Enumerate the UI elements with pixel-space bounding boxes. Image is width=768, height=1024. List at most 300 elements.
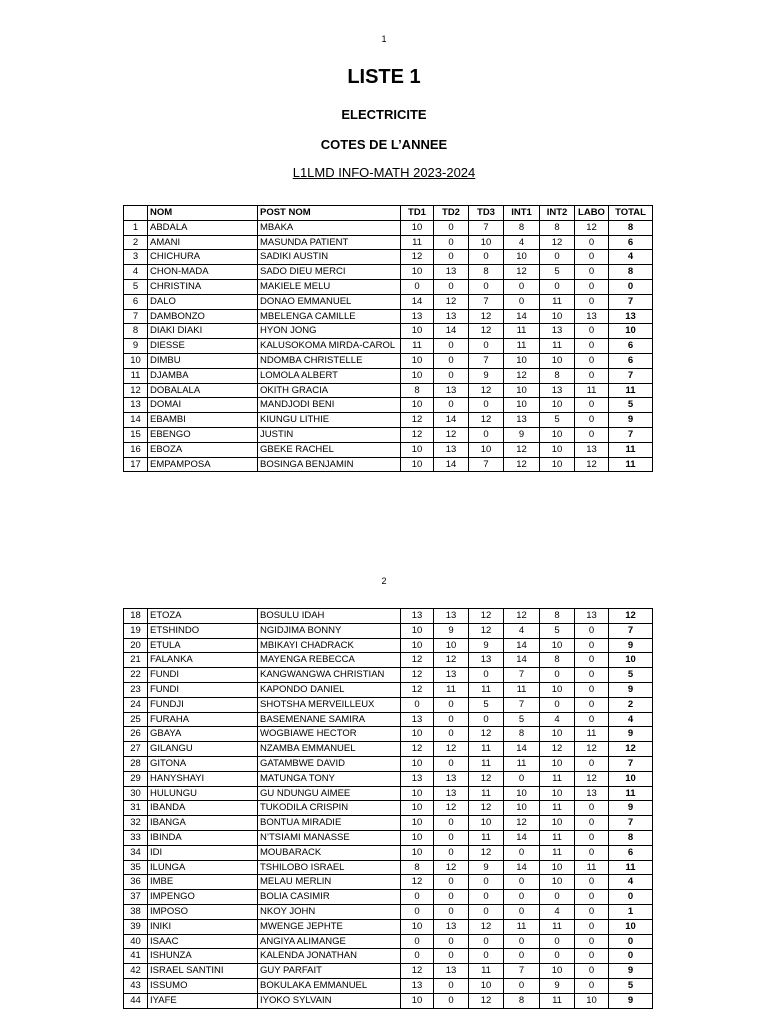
table-row [124,949,653,964]
table-row [124,934,653,949]
cell-int2: 11 [540,339,575,354]
cell-post-nom: ANGIYA ALIMANGE [258,934,401,949]
cell-total: 11 [609,383,653,398]
table-row [124,220,653,235]
cell-td3: 0 [469,398,504,413]
cell-int1: 4 [504,623,540,638]
cell-td1: 8 [401,860,434,875]
cell-td3: 0 [469,339,504,354]
cell-post-nom: SADIKI AUSTIN [258,250,401,265]
cell-td1: 10 [401,801,434,816]
cell-int2: 11 [540,801,575,816]
cell-post-nom: NZAMBA EMMANUEL [258,742,401,757]
header-td1: TD1 [401,206,434,221]
cell-int2: 11 [540,919,575,934]
table-row [124,919,653,934]
cell-labo: 0 [575,712,609,727]
cell-td3: 11 [469,682,504,697]
cell-td2: 0 [434,250,469,265]
cell-int1: 10 [504,398,540,413]
cell-td3: 10 [469,978,504,993]
cell-td2: 0 [434,220,469,235]
cell-int1: 12 [504,609,540,624]
header-nom: NOM [148,206,258,221]
cell-nom: GITONA [148,756,258,771]
cell-td3: 12 [469,609,504,624]
cell-index: 38 [124,904,148,919]
cell-total: 7 [609,623,653,638]
cell-td3: 12 [469,324,504,339]
cell-total: 9 [609,413,653,428]
cell-index: 33 [124,830,148,845]
cell-total: 5 [609,398,653,413]
cell-index: 22 [124,668,148,683]
cell-post-nom: BASEMENANE SAMIRA [258,712,401,727]
cell-total: 6 [609,235,653,250]
table-row [124,623,653,638]
cell-td2: 0 [434,398,469,413]
cell-index: 26 [124,727,148,742]
cell-int2: 0 [540,934,575,949]
cell-labo: 0 [575,427,609,442]
cell-td1: 0 [401,949,434,964]
cell-labo: 0 [575,816,609,831]
table-row [124,904,653,919]
cell-td2: 0 [434,904,469,919]
cell-td1: 10 [401,993,434,1008]
cell-td2: 0 [434,279,469,294]
cell-td1: 11 [401,339,434,354]
cell-post-nom: WOGBIAWE HECTOR [258,727,401,742]
table-row [124,801,653,816]
cell-td2: 0 [434,830,469,845]
cell-index: 17 [124,457,148,472]
cell-index: 32 [124,816,148,831]
cell-td1: 10 [401,786,434,801]
cell-post-nom: BOKULAKA EMMANUEL [258,978,401,993]
page-number-2: 2 [381,576,387,586]
cell-td3: 5 [469,697,504,712]
cell-int2: 0 [540,250,575,265]
cell-post-nom: IYOKO SYLVAIN [258,993,401,1008]
table-row [124,427,653,442]
cell-td1: 12 [401,427,434,442]
cell-int2: 10 [540,638,575,653]
cell-td2: 12 [434,801,469,816]
table-row [124,668,653,683]
cell-int2: 10 [540,682,575,697]
table-row [124,235,653,250]
cell-int1: 14 [504,742,540,757]
table-row [124,756,653,771]
cell-labo: 0 [575,398,609,413]
cell-labo: 12 [575,457,609,472]
cell-post-nom: NKOY JOHN [258,904,401,919]
cell-total: 6 [609,339,653,354]
cell-post-nom: HYON JONG [258,324,401,339]
cell-nom: FURAHA [148,712,258,727]
table-row [124,324,653,339]
cell-int1: 8 [504,220,540,235]
cell-td3: 11 [469,964,504,979]
cell-post-nom: GUY PARFAIT [258,964,401,979]
cell-total: 9 [609,682,653,697]
cell-labo: 0 [575,949,609,964]
cell-labo: 0 [575,845,609,860]
cell-labo: 0 [575,904,609,919]
cell-index: 4 [124,265,148,280]
header-int2: INT2 [540,206,575,221]
cell-labo: 11 [575,860,609,875]
cell-int1: 10 [504,801,540,816]
cell-td2: 0 [434,697,469,712]
cell-td2: 0 [434,993,469,1008]
cell-nom: IYAFE [148,993,258,1008]
cell-index: 21 [124,653,148,668]
cell-int2: 0 [540,949,575,964]
cell-td2: 10 [434,638,469,653]
cell-labo: 13 [575,309,609,324]
cell-post-nom: MELAU MERLIN [258,875,401,890]
cell-post-nom: BOLIA CASIMIR [258,890,401,905]
cell-post-nom: KALUSOKOMA MIRDA-CAROL [258,339,401,354]
cell-total: 13 [609,309,653,324]
cell-labo: 13 [575,786,609,801]
cell-nom: DOBALALA [148,383,258,398]
cell-total: 9 [609,638,653,653]
cell-nom: ETULA [148,638,258,653]
cell-total: 8 [609,220,653,235]
cell-int1: 0 [504,875,540,890]
cell-td1: 12 [401,682,434,697]
cell-post-nom: SADO DIEU MERCI [258,265,401,280]
cell-index: 39 [124,919,148,934]
cell-index: 31 [124,801,148,816]
cell-post-nom: KANGWANGWA CHRISTIAN [258,668,401,683]
cell-int1: 12 [504,442,540,457]
cell-nom: DIMBU [148,353,258,368]
cell-post-nom: GU NDUNGU AIMEE [258,786,401,801]
cell-index: 24 [124,697,148,712]
cell-total: 2 [609,697,653,712]
cell-int1: 12 [504,265,540,280]
cell-labo: 0 [575,353,609,368]
cell-td3: 11 [469,742,504,757]
cell-labo: 0 [575,668,609,683]
cell-labo: 0 [575,919,609,934]
cell-index: 34 [124,845,148,860]
cell-labo: 0 [575,294,609,309]
cell-nom: EBAMBI [148,413,258,428]
cell-post-nom: MBAKA [258,220,401,235]
cell-labo: 13 [575,609,609,624]
cell-td2: 0 [434,875,469,890]
cell-index: 12 [124,383,148,398]
cell-post-nom: MAYENGA REBECCA [258,653,401,668]
cell-int1: 12 [504,816,540,831]
cell-td3: 12 [469,383,504,398]
table-row [124,742,653,757]
table-row [124,890,653,905]
cell-post-nom: BOSINGA BENJAMIN [258,457,401,472]
cell-post-nom: MBELENGA CAMILLE [258,309,401,324]
cell-td3: 7 [469,220,504,235]
cell-labo: 12 [575,742,609,757]
cell-nom: ISSUMO [148,978,258,993]
cell-int2: 11 [540,771,575,786]
cell-index: 20 [124,638,148,653]
cell-td3: 0 [469,875,504,890]
cell-int1: 14 [504,830,540,845]
cell-int2: 10 [540,786,575,801]
cell-td2: 0 [434,934,469,949]
cell-post-nom: GATAMBWE DAVID [258,756,401,771]
cell-labo: 11 [575,383,609,398]
cell-post-nom: JUSTIN [258,427,401,442]
cell-td2: 12 [434,742,469,757]
table-body-page-1 [124,220,653,472]
cell-td3: 0 [469,668,504,683]
cell-labo: 0 [575,324,609,339]
cell-td3: 0 [469,427,504,442]
cell-int1: 0 [504,294,540,309]
cell-post-nom: KALENDA JONATHAN [258,949,401,964]
cell-td1: 10 [401,324,434,339]
cell-int1: 0 [504,934,540,949]
cell-int2: 10 [540,353,575,368]
cell-int2: 12 [540,742,575,757]
cell-labo: 10 [575,993,609,1008]
cell-int2: 11 [540,845,575,860]
cell-td2: 13 [434,609,469,624]
cell-td3: 13 [469,653,504,668]
cell-int2: 4 [540,904,575,919]
table-row [124,860,653,875]
cell-total: 11 [609,786,653,801]
cell-td1: 10 [401,265,434,280]
cell-int2: 0 [540,697,575,712]
cell-total: 6 [609,845,653,860]
cell-labo: 0 [575,875,609,890]
cell-labo: 12 [575,220,609,235]
cell-int2: 5 [540,265,575,280]
cell-td2: 0 [434,235,469,250]
table-row [124,368,653,383]
table-row [124,653,653,668]
cell-td3: 12 [469,623,504,638]
header-total: TOTAL [609,206,653,221]
cell-nom: HANYSHAYI [148,771,258,786]
cell-td1: 10 [401,623,434,638]
cell-post-nom: MOUBARACK [258,845,401,860]
cell-total: 4 [609,250,653,265]
cell-td1: 10 [401,845,434,860]
cell-labo: 0 [575,265,609,280]
cell-index: 5 [124,279,148,294]
cell-nom: IMPENGO [148,890,258,905]
cell-int1: 0 [504,978,540,993]
cell-labo: 11 [575,727,609,742]
cell-total: 10 [609,919,653,934]
subject-title: ELECTRICITE [341,107,427,122]
cell-td3: 10 [469,235,504,250]
cell-total: 0 [609,279,653,294]
cell-td3: 0 [469,949,504,964]
cell-td2: 13 [434,964,469,979]
cell-td1: 13 [401,771,434,786]
cell-td3: 12 [469,771,504,786]
cell-nom: AMANI [148,235,258,250]
cell-int2: 10 [540,860,575,875]
cell-labo: 12 [575,771,609,786]
cell-td2: 13 [434,265,469,280]
cell-td3: 10 [469,816,504,831]
cell-int2: 11 [540,993,575,1008]
cell-nom: DJAMBA [148,368,258,383]
cell-int1: 7 [504,697,540,712]
cell-int2: 10 [540,875,575,890]
cell-int2: 10 [540,457,575,472]
cell-td3: 0 [469,934,504,949]
cell-td3: 12 [469,919,504,934]
cell-index: 19 [124,623,148,638]
table-row [124,712,653,727]
cell-int1: 11 [504,682,540,697]
cell-nom: CHRISTINA [148,279,258,294]
cell-index: 36 [124,875,148,890]
cell-td3: 12 [469,413,504,428]
cell-td3: 0 [469,890,504,905]
cell-total: 7 [609,427,653,442]
cell-index: 37 [124,890,148,905]
table-row [124,771,653,786]
cell-int2: 5 [540,413,575,428]
cell-int2: 11 [540,830,575,845]
cell-int2: 11 [540,294,575,309]
cell-td1: 10 [401,727,434,742]
cell-int2: 10 [540,727,575,742]
table-row [124,309,653,324]
cell-int2: 10 [540,398,575,413]
cell-int1: 8 [504,993,540,1008]
cell-td1: 0 [401,934,434,949]
cell-td1: 10 [401,816,434,831]
cell-td1: 0 [401,697,434,712]
cell-nom: ISRAEL SANTINI [148,964,258,979]
cell-int2: 0 [540,279,575,294]
cell-td3: 12 [469,801,504,816]
cell-int1: 11 [504,324,540,339]
cell-post-nom: SHOTSHA MERVEILLEUX [258,697,401,712]
cell-int1: 11 [504,919,540,934]
cell-index: 7 [124,309,148,324]
cell-labo: 0 [575,978,609,993]
header-td3: TD3 [469,206,504,221]
cell-nom: INIKI [148,919,258,934]
cell-td2: 13 [434,786,469,801]
cell-index: 2 [124,235,148,250]
cell-labo: 0 [575,934,609,949]
cell-labo: 0 [575,801,609,816]
table-row [124,830,653,845]
cell-nom: HULUNGU [148,786,258,801]
cell-nom: EBENGO [148,427,258,442]
cell-post-nom: MATUNGA TONY [258,771,401,786]
cell-post-nom: N’TSIAMI MANASSE [258,830,401,845]
cell-int1: 12 [504,457,540,472]
cell-nom: EBOZA [148,442,258,457]
cell-nom: FUNDJI [148,697,258,712]
cell-td2: 13 [434,442,469,457]
cell-td2: 13 [434,771,469,786]
cell-labo: 0 [575,279,609,294]
cell-td1: 13 [401,609,434,624]
cell-td2: 14 [434,457,469,472]
cell-index: 14 [124,413,148,428]
cell-td3: 12 [469,845,504,860]
cell-index: 11 [124,368,148,383]
cell-index: 44 [124,993,148,1008]
cell-td1: 0 [401,279,434,294]
cell-td1: 10 [401,368,434,383]
cell-post-nom: MANDJODI BENI [258,398,401,413]
cell-total: 4 [609,875,653,890]
cell-total: 7 [609,816,653,831]
cell-nom: ETOZA [148,609,258,624]
page-number: 1 [381,34,387,44]
cell-int2: 10 [540,816,575,831]
cell-td1: 12 [401,653,434,668]
cell-post-nom: DONAO EMMANUEL [258,294,401,309]
header-post-nom: POST NOM [258,206,401,221]
cell-td2: 14 [434,324,469,339]
cell-td1: 12 [401,742,434,757]
cell-labo: 0 [575,339,609,354]
cell-total: 8 [609,265,653,280]
cell-td3: 11 [469,786,504,801]
cell-total: 7 [609,756,653,771]
cell-td2: 0 [434,816,469,831]
cell-index: 27 [124,742,148,757]
cell-int1: 10 [504,383,540,398]
cell-nom: IDI [148,845,258,860]
cell-index: 16 [124,442,148,457]
cell-td1: 12 [401,875,434,890]
table-row [124,250,653,265]
cell-labo: 0 [575,964,609,979]
cell-td1: 12 [401,413,434,428]
cell-td3: 10 [469,442,504,457]
cell-int1: 10 [504,353,540,368]
cell-nom: DALO [148,294,258,309]
cell-int1: 0 [504,771,540,786]
cell-int2: 5 [540,623,575,638]
cell-td1: 10 [401,638,434,653]
cell-post-nom: OKITH GRACIA [258,383,401,398]
cell-nom: ETSHINDO [148,623,258,638]
cell-index: 10 [124,353,148,368]
table-row [124,845,653,860]
cell-post-nom: KIUNGU LITHIE [258,413,401,428]
cell-td2: 0 [434,339,469,354]
table-row [124,978,653,993]
cell-nom: ABDALA [148,220,258,235]
cell-td2: 0 [434,368,469,383]
cell-td3: 8 [469,265,504,280]
cell-labo: 0 [575,890,609,905]
class-line: L1LMD INFO-MATH 2023-2024 [292,165,476,180]
cell-int2: 13 [540,383,575,398]
